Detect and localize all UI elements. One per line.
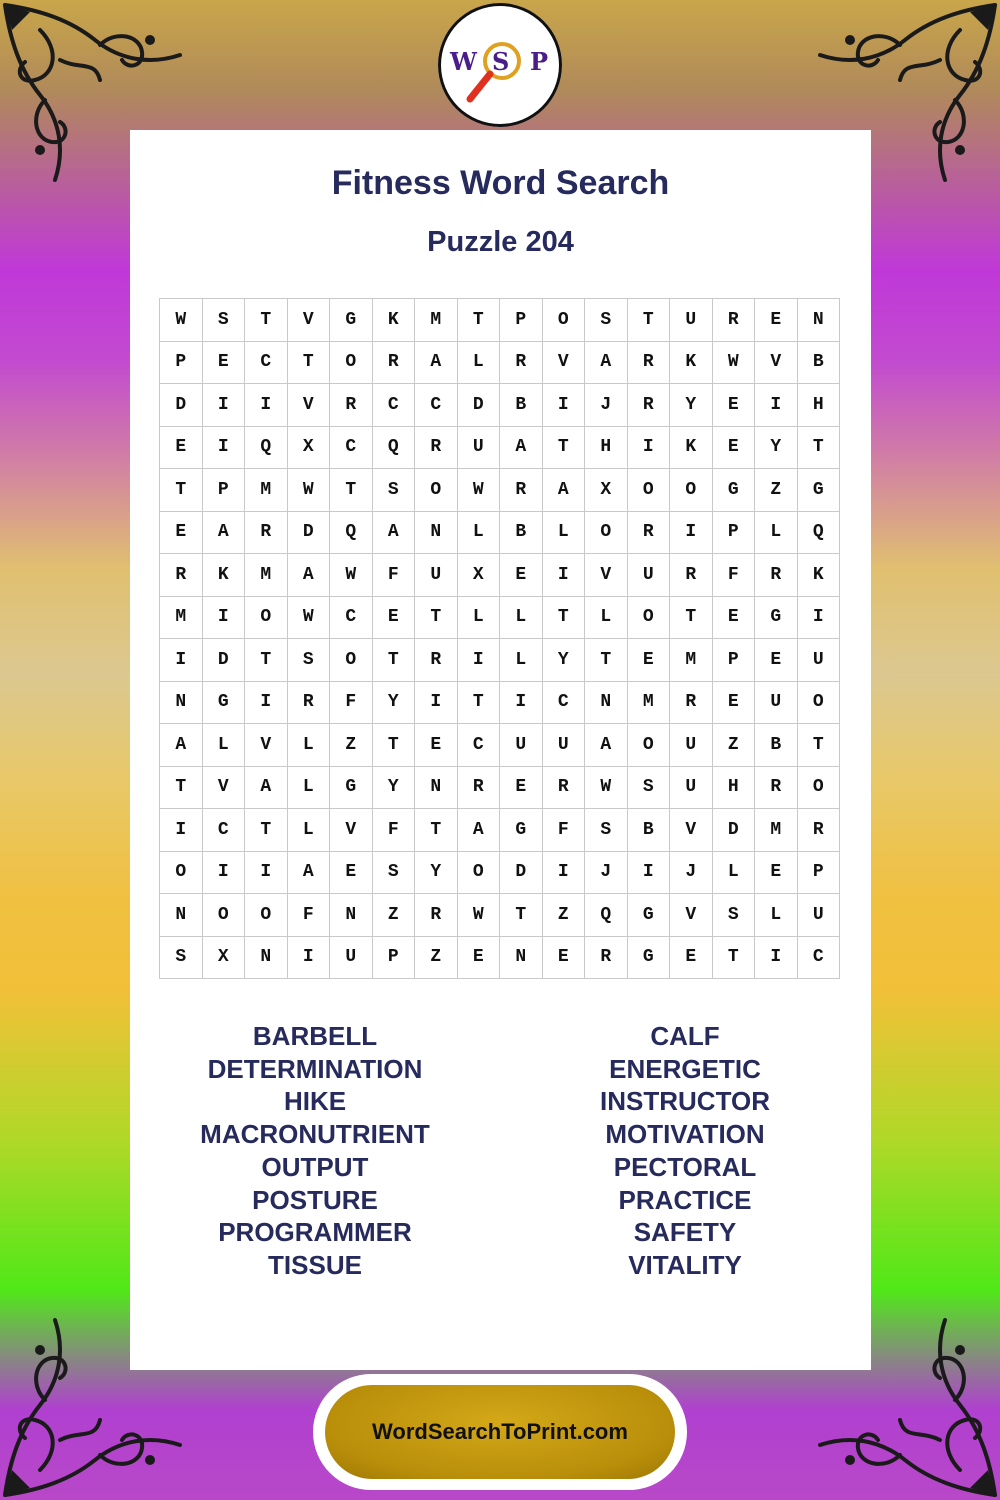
grid-cell[interactable]: Z [415,937,458,980]
grid-cell[interactable]: E [160,512,203,555]
grid-cell[interactable]: A [288,852,331,895]
grid-cell[interactable]: I [458,639,501,682]
grid-cell[interactable]: O [245,894,288,937]
word-list-item: VITALITY [628,1249,742,1280]
grid-cell[interactable]: O [458,852,501,895]
grid-cell[interactable]: N [160,894,203,937]
grid-cell[interactable]: O [585,512,628,555]
grid-cell[interactable]: B [628,809,671,852]
grid-cell[interactable]: I [160,809,203,852]
grid-cell[interactable]: R [543,767,586,810]
grid-cell[interactable]: Q [245,427,288,470]
grid-cell[interactable]: N [798,299,841,342]
grid-cell[interactable]: G [330,299,373,342]
grid-cell[interactable]: O [415,469,458,512]
grid-cell[interactable]: O [245,597,288,640]
grid-cell[interactable]: H [713,767,756,810]
grid-cell[interactable]: Z [373,894,416,937]
grid-cell[interactable]: O [628,724,671,767]
grid-cell[interactable]: O [670,469,713,512]
grid-cell[interactable]: M [160,597,203,640]
grid-cell[interactable]: C [798,937,841,980]
grid-cell[interactable]: C [373,384,416,427]
grid-cell[interactable]: C [543,682,586,725]
grid-cell[interactable]: R [755,554,798,597]
grid-cell[interactable]: A [245,767,288,810]
grid-cell[interactable]: R [415,894,458,937]
word-list-item: PROGRAMMER [218,1217,412,1248]
grid-cell[interactable]: Q [585,894,628,937]
grid-cell[interactable]: A [585,724,628,767]
grid-cell[interactable]: W [330,554,373,597]
word-list-item: OUTPUT [261,1151,369,1182]
grid-cell[interactable]: C [330,597,373,640]
grid-cell[interactable]: C [245,342,288,385]
grid-cell[interactable]: T [415,809,458,852]
grid-cell[interactable]: T [458,682,501,725]
grid-cell[interactable]: A [458,809,501,852]
grid-cell[interactable]: T [585,639,628,682]
grid-cell[interactable]: E [713,682,756,725]
grid-cell[interactable]: T [458,299,501,342]
grid-cell[interactable]: L [458,512,501,555]
grid-cell[interactable]: I [160,639,203,682]
word-list-item: POSTURE [252,1184,378,1215]
grid-cell[interactable]: L [713,852,756,895]
grid-cell[interactable]: R [373,342,416,385]
grid-cell[interactable]: D [203,639,246,682]
word-list-item: DETERMINATION [207,1053,423,1084]
grid-cell[interactable]: T [373,639,416,682]
grid-cell[interactable]: E [755,852,798,895]
grid-cell[interactable]: R [798,809,841,852]
grid-cell[interactable]: A [288,554,331,597]
word-list-item: TISSUE [268,1249,362,1280]
grid-cell[interactable]: K [203,554,246,597]
grid-cell[interactable]: H [585,427,628,470]
puzzle-number: Puzzle 204 [427,226,574,258]
grid-cell[interactable]: M [245,469,288,512]
grid-cell[interactable]: T [373,724,416,767]
grid-cell[interactable]: Q [798,512,841,555]
grid-cell[interactable]: Z [543,894,586,937]
grid-cell[interactable]: T [798,724,841,767]
grid-cell[interactable]: Y [373,767,416,810]
grid-cell[interactable]: E [755,639,798,682]
grid-cell[interactable]: Y [755,427,798,470]
grid-cell[interactable]: F [713,554,756,597]
grid-cell[interactable]: N [500,937,543,980]
site-link-button[interactable]: WordSearchToPrint.com [325,1385,675,1479]
grid-cell[interactable]: V [288,299,331,342]
grid-cell[interactable]: B [500,384,543,427]
grid-cell[interactable]: S [585,299,628,342]
grid-cell[interactable]: P [160,342,203,385]
grid-cell[interactable]: N [415,512,458,555]
grid-cell[interactable]: M [670,639,713,682]
grid-cell[interactable]: D [160,384,203,427]
grid-cell[interactable]: S [203,299,246,342]
grid-cell[interactable]: L [203,724,246,767]
word-list-left [130,1020,500,1282]
grid-cell[interactable]: G [203,682,246,725]
grid-cell[interactable]: O [628,597,671,640]
grid-cell[interactable]: I [543,554,586,597]
grid-cell[interactable]: D [288,512,331,555]
grid-cell[interactable]: V [203,767,246,810]
grid-cell[interactable]: U [415,554,458,597]
grid-cell[interactable]: C [458,724,501,767]
grid-cell[interactable]: L [458,597,501,640]
grid-cell[interactable]: T [160,469,203,512]
grid-cell[interactable]: T [245,809,288,852]
grid-cell[interactable]: U [670,767,713,810]
grid-cell[interactable]: O [798,767,841,810]
grid-cell[interactable]: P [500,299,543,342]
logo-letter-w: W [450,47,477,76]
grid-cell[interactable]: E [713,427,756,470]
grid-cell[interactable]: R [670,682,713,725]
grid-cell[interactable]: R [458,767,501,810]
grid-cell[interactable]: I [670,512,713,555]
grid-cell[interactable]: R [160,554,203,597]
grid-cell[interactable]: F [373,554,416,597]
grid-cell[interactable]: L [458,342,501,385]
grid-cell[interactable]: A [415,342,458,385]
word-list-item: HIKE [283,1086,347,1117]
grid-cell[interactable]: L [755,894,798,937]
logo-letter-s: S [492,47,510,76]
word-list-item: BARBELL [252,1021,378,1051]
grid-cell[interactable]: V [288,384,331,427]
grid-cell[interactable]: I [203,597,246,640]
grid-cell[interactable]: U [798,894,841,937]
grid-cell[interactable]: S [585,809,628,852]
grid-cell[interactable]: K [798,554,841,597]
grid-cell[interactable]: T [288,342,331,385]
letter-grid[interactable] [159,298,840,979]
grid-cell[interactable]: T [628,299,671,342]
grid-cell[interactable]: I [755,937,798,980]
grid-cell[interactable]: I [755,384,798,427]
page-title: Fitness Word Search [331,164,670,202]
grid-cell[interactable]: E [500,767,543,810]
grid-cell[interactable]: X [585,469,628,512]
grid-cell[interactable]: C [330,427,373,470]
grid-cell[interactable]: R [755,767,798,810]
grid-cell[interactable]: X [288,427,331,470]
grid-cell[interactable]: G [798,469,841,512]
word-list-item: PECTORAL [613,1151,757,1182]
grid-cell[interactable]: Y [373,682,416,725]
grid-cell[interactable]: W [160,299,203,342]
grid-cell[interactable]: T [245,639,288,682]
grid-cell[interactable]: V [245,724,288,767]
grid-cell[interactable]: E [713,384,756,427]
grid-cell[interactable]: M [245,554,288,597]
grid-cell[interactable]: S [373,469,416,512]
grid-cell[interactable]: I [288,937,331,980]
grid-cell[interactable]: X [458,554,501,597]
grid-cell[interactable]: T [543,597,586,640]
grid-cell[interactable]: T [330,469,373,512]
grid-cell[interactable]: F [373,809,416,852]
grid-cell[interactable]: V [755,342,798,385]
grid-cell[interactable]: B [500,512,543,555]
grid-cell[interactable]: R [585,937,628,980]
grid-cell[interactable]: S [628,767,671,810]
grid-cell[interactable]: G [628,894,671,937]
grid-cell[interactable]: L [288,767,331,810]
grid-cell[interactable]: I [245,682,288,725]
grid-cell[interactable]: U [798,639,841,682]
grid-cell[interactable]: F [288,894,331,937]
grid-cell[interactable]: G [628,937,671,980]
grid-cell[interactable]: F [330,682,373,725]
grid-cell[interactable]: O [160,852,203,895]
grid-cell[interactable]: R [415,639,458,682]
grid-cell[interactable]: T [713,937,756,980]
grid-cell[interactable]: T [415,597,458,640]
grid-cell[interactable]: T [160,767,203,810]
grid-cell[interactable]: V [670,809,713,852]
grid-cell[interactable]: U [628,554,671,597]
grid-cell[interactable]: B [755,724,798,767]
grid-cell[interactable]: E [500,554,543,597]
grid-cell[interactable]: L [288,809,331,852]
grid-cell[interactable]: T [245,299,288,342]
word-list-item: ENERGETIC [609,1053,761,1084]
grid-cell[interactable]: E [670,937,713,980]
grid-cell[interactable]: H [798,384,841,427]
grid-cell[interactable]: A [500,427,543,470]
grid-cell[interactable]: I [543,384,586,427]
grid-cell[interactable]: E [373,597,416,640]
grid-cell[interactable]: E [628,639,671,682]
grid-cell[interactable]: P [713,512,756,555]
grid-cell[interactable]: S [288,639,331,682]
grid-cell[interactable]: W [458,894,501,937]
grid-cell[interactable]: L [755,512,798,555]
grid-cell[interactable]: I [415,682,458,725]
grid-cell[interactable]: R [245,512,288,555]
grid-cell[interactable]: L [288,724,331,767]
grid-cell[interactable]: F [543,809,586,852]
grid-cell[interactable]: R [628,512,671,555]
grid-cell[interactable]: P [713,639,756,682]
word-list-item: CALF [650,1021,720,1051]
grid-cell[interactable]: U [670,299,713,342]
grid-cell[interactable]: T [543,427,586,470]
grid-cell[interactable]: T [670,597,713,640]
grid-cell[interactable]: I [628,427,671,470]
grid-cell[interactable]: R [330,384,373,427]
word-list-item: PRACTICE [618,1184,752,1215]
grid-cell[interactable]: P [203,469,246,512]
grid-cell[interactable]: K [373,299,416,342]
word-list-right [500,1020,870,1282]
grid-cell[interactable]: Y [415,852,458,895]
grid-cell[interactable]: R [500,342,543,385]
grid-cell[interactable]: A [373,512,416,555]
grid-cell[interactable]: O [330,639,373,682]
grid-cell[interactable]: G [500,809,543,852]
grid-cell[interactable]: W [585,767,628,810]
grid-cell[interactable]: N [160,682,203,725]
grid-cell[interactable]: A [585,342,628,385]
grid-cell[interactable]: I [500,682,543,725]
word-list [130,1020,871,1282]
grid-cell[interactable]: A [543,469,586,512]
grid-cell[interactable]: O [798,682,841,725]
grid-cell[interactable]: K [670,342,713,385]
grid-cell[interactable]: R [500,469,543,512]
grid-cell[interactable]: G [713,469,756,512]
grid-cell[interactable]: K [670,427,713,470]
grid-cell[interactable]: V [330,809,373,852]
word-list-item: INSTRUCTOR [600,1086,770,1117]
grid-cell[interactable]: I [203,384,246,427]
puzzle-sheet [130,130,871,1370]
grid-cell[interactable]: E [543,937,586,980]
grid-cell[interactable]: Y [543,639,586,682]
grid-cell[interactable]: R [628,342,671,385]
grid-cell[interactable]: W [288,597,331,640]
grid-cell[interactable]: T [798,427,841,470]
grid-cell[interactable]: D [713,809,756,852]
grid-cell[interactable]: I [203,427,246,470]
site-logo[interactable] [438,3,562,127]
grid-cell[interactable]: L [543,512,586,555]
grid-cell[interactable]: U [500,724,543,767]
grid-cell[interactable]: I [245,852,288,895]
grid-cell[interactable]: O [628,469,671,512]
grid-cell[interactable]: E [755,299,798,342]
grid-cell[interactable]: P [798,852,841,895]
grid-cell[interactable]: I [543,852,586,895]
grid-cell[interactable]: J [670,852,713,895]
grid-cell[interactable]: L [500,597,543,640]
grid-cell[interactable]: G [330,767,373,810]
grid-cell[interactable]: O [330,342,373,385]
grid-cell[interactable]: Z [330,724,373,767]
grid-cell[interactable]: D [458,384,501,427]
grid-cell[interactable]: R [288,682,331,725]
grid-cell[interactable]: R [713,299,756,342]
grid-cell[interactable]: G [755,597,798,640]
grid-cell[interactable]: C [415,384,458,427]
grid-cell[interactable]: E [415,724,458,767]
grid-cell[interactable]: R [628,384,671,427]
grid-cell[interactable]: R [415,427,458,470]
grid-cell[interactable]: I [798,597,841,640]
grid-cell[interactable]: W [458,469,501,512]
grid-cell[interactable]: V [585,554,628,597]
grid-cell[interactable]: U [755,682,798,725]
grid-cell[interactable]: O [203,894,246,937]
grid-cell[interactable]: M [415,299,458,342]
grid-cell[interactable]: E [713,597,756,640]
grid-cell[interactable]: S [713,894,756,937]
grid-cell[interactable]: R [670,554,713,597]
grid-cell[interactable]: V [543,342,586,385]
grid-cell[interactable]: Q [330,512,373,555]
grid-cell[interactable]: Q [373,427,416,470]
grid-cell[interactable]: N [415,767,458,810]
grid-cell[interactable]: N [245,937,288,980]
logo-letter-p: P [530,47,549,76]
grid-cell[interactable]: Z [755,469,798,512]
grid-cell[interactable]: P [373,937,416,980]
grid-cell[interactable]: C [203,809,246,852]
grid-cell[interactable]: I [203,852,246,895]
grid-cell[interactable]: Y [670,384,713,427]
grid-cell[interactable]: L [500,639,543,682]
grid-cell[interactable]: U [458,427,501,470]
grid-cell[interactable]: N [330,894,373,937]
grid-cell[interactable]: W [288,469,331,512]
grid-cell[interactable]: D [500,852,543,895]
grid-cell[interactable]: E [160,427,203,470]
grid-cell[interactable]: M [755,809,798,852]
grid-cell[interactable]: V [670,894,713,937]
grid-cell[interactable]: L [585,597,628,640]
grid-cell[interactable]: X [203,937,246,980]
grid-cell[interactable]: A [160,724,203,767]
grid-cell[interactable]: W [713,342,756,385]
word-list-item: MACRONUTRIENT [200,1119,430,1150]
grid-cell[interactable]: E [458,937,501,980]
grid-cell[interactable]: I [245,384,288,427]
grid-cell[interactable]: A [203,512,246,555]
grid-cell[interactable]: E [203,342,246,385]
grid-cell[interactable]: M [628,682,671,725]
grid-cell[interactable]: U [670,724,713,767]
grid-cell[interactable]: J [585,852,628,895]
grid-cell[interactable]: J [585,384,628,427]
grid-cell[interactable]: Z [713,724,756,767]
grid-cell[interactable]: U [330,937,373,980]
grid-cell[interactable]: S [373,852,416,895]
grid-cell[interactable]: S [160,937,203,980]
grid-cell[interactable]: O [543,299,586,342]
grid-cell[interactable]: E [330,852,373,895]
grid-cell[interactable]: B [798,342,841,385]
word-list-item: MOTIVATION [605,1119,765,1150]
grid-cell[interactable]: I [628,852,671,895]
word-list-item: SAFETY [633,1217,737,1248]
grid-cell[interactable]: T [500,894,543,937]
grid-cell[interactable]: N [585,682,628,725]
grid-cell[interactable]: U [543,724,586,767]
